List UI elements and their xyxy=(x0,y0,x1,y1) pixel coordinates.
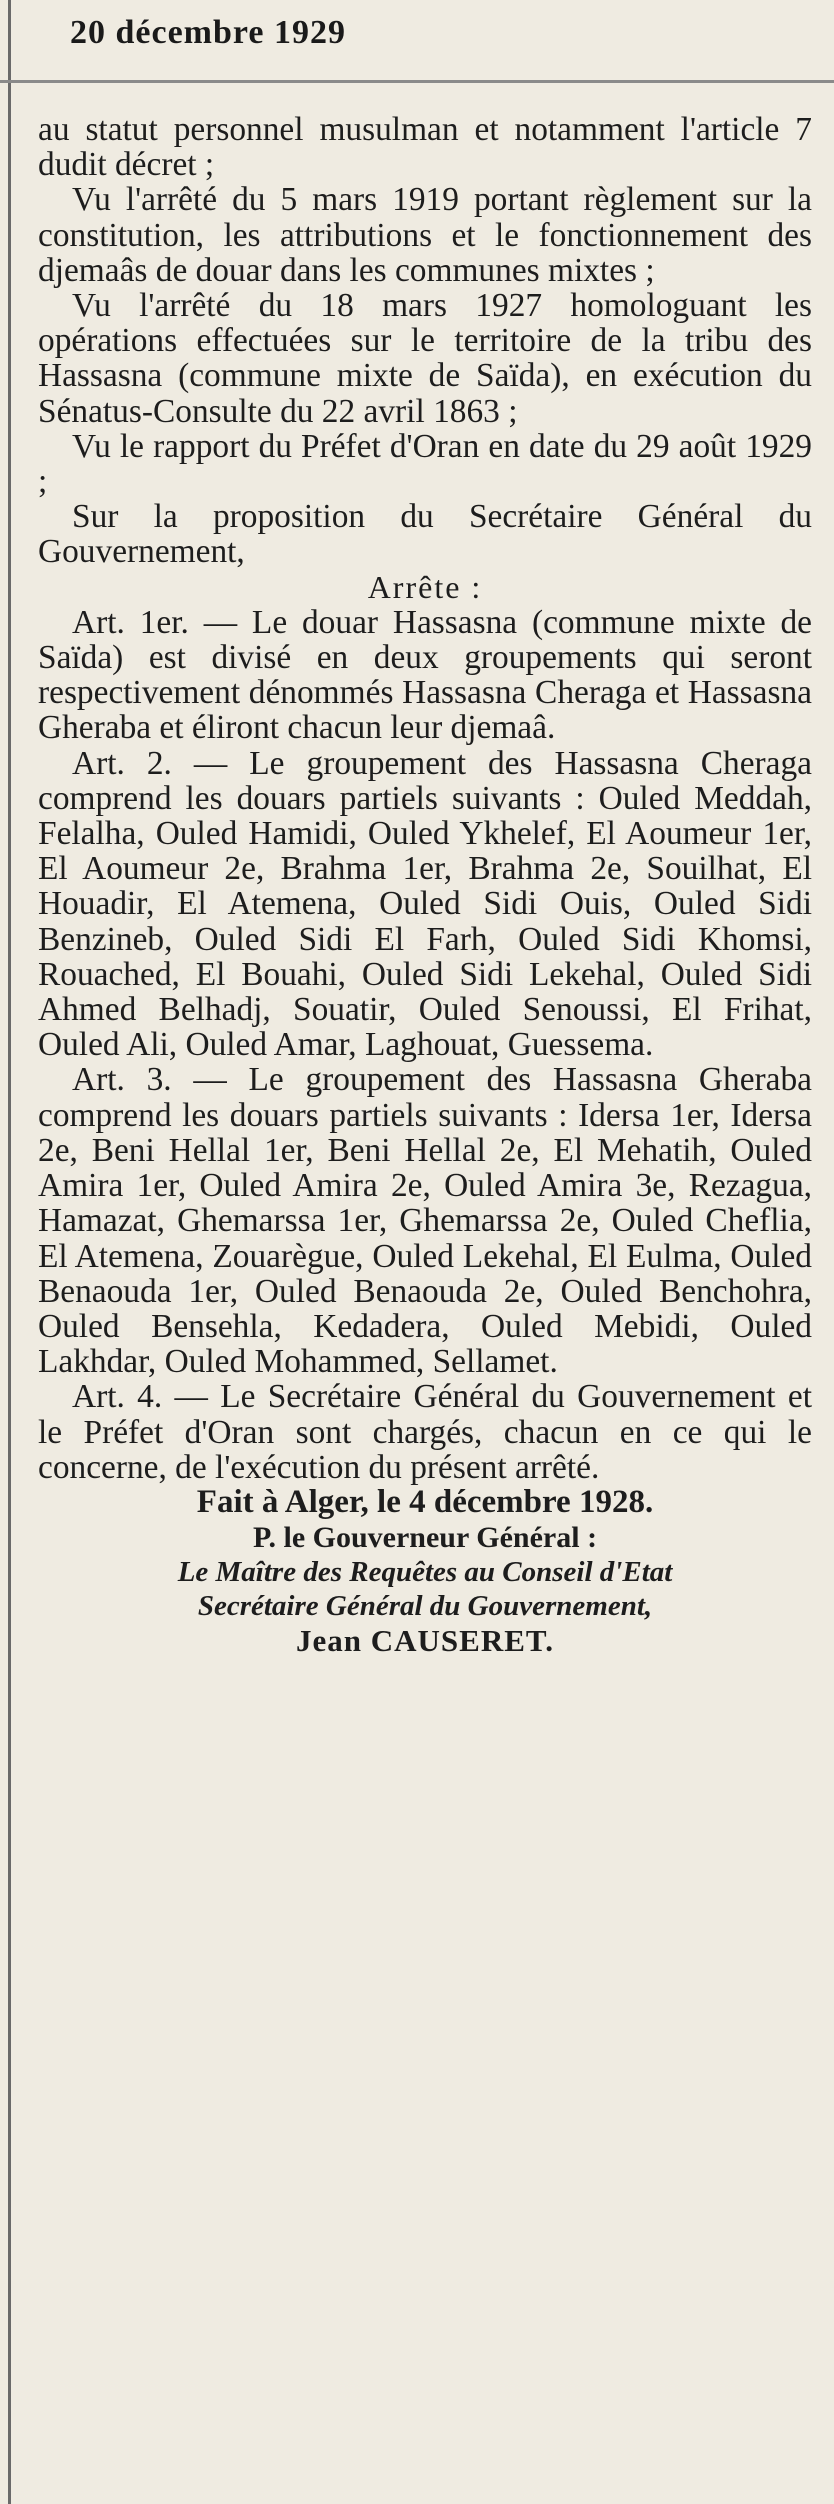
paragraph-vu-rapport: Vu le rapport du Préfet d'Oran en date du 29 août 1929 ; xyxy=(38,427,812,501)
signatory-title-2: Secrétaire Général du Gouvernement, xyxy=(197,1590,653,1623)
article-3: Art. 3. — Le groupement des Hassasna Gheraba comprend les douars partiels suivants : Idersa 1er, Idersa 2e, Beni Hellal 1er, Beni Hellal 2e, El Mehatih, Ouled Amira 1er, Ouled Amira 2e, Ouled Amira 3e, Rezagua, Hamazat, Ghemarssa 1er, Ghemarssa 2e, Ouled Cheflia, El Atemena, Zouarègue, Ouled Lekehal, El Eulma, Ouled Benaouda 1er, Ouled Benaouda 2e, Ouled Benchohra, Ouled Bensehla, Kedadera, Ouled Mebidi, Ouled Lakhdar, Ouled Mohammed, Sellamet. xyxy=(38,1061,812,1381)
paragraph-vu-1927: Vu l'arrêté du 18 mars 1927 homologuant les opérations effectuées sur le territoire de la tribu des Hassasna (commune mixte de Saïda), en exécution du Sénatus-Consulte du 22 avril 1863 ; xyxy=(38,287,812,430)
article-2: Art. 2. — Le groupement des Hassasna Cheraga comprend les douars partiels suivants : Ouled Meddah, Felalha, Ouled Hamidi, Ouled Ykhelef, El Aoumeur 1er, El Aoumeur 2e, Brahma 1er, Brahma 2e, Souilhat, El Houadir, El Atemena, Ouled Sidi Ouis, Ouled Sidi Benzineb, Ouled Sidi El Farh, Ouled Sidi Khomsi, Rouached, El Bouahi, Ouled Sidi Lekehal, Ouled Sidi Ahmed Belhadj, Souatir, Ouled Senoussi, El Frihat, Ouled Ali, Ouled Amar, Laghouat, Guessema. xyxy=(38,744,812,1064)
paragraph-proposition: Sur la proposition du Secrétaire Général du Gouvernement, xyxy=(38,498,812,571)
signatory-pour: P. le Gouverneur Général : xyxy=(252,1521,598,1555)
article-1: Art. 1er. — Le douar Hassasna (commune mixte de Saïda) est divisé en deux groupements qui seront respectivement dénommés Hassasna Cheraga et Hassasna Gheraba et éliront chacun leur djemaâ. xyxy=(38,603,812,747)
signatory-name: Jean CAUSERET. xyxy=(295,1623,555,1659)
paragraph-continuation: au statut personnel musulman et notamment l'article 7 dudit décret ; xyxy=(38,111,812,184)
arrete-heading: Arrête : xyxy=(367,568,483,605)
place-and-date: Fait à Alger, le 4 décembre 1928. xyxy=(196,1483,654,1520)
article-4: Art. 4. — Le Secrétaire Général du Gouvernement et le Préfet d'Oran sont chargés, chacun en ce qui le concerne, de l'exécution du présent arrêté. xyxy=(38,1378,812,1486)
signatory-title-1: Le Maître des Requêtes au Conseil d'Etat xyxy=(177,1556,673,1589)
header-divider xyxy=(0,80,834,83)
paragraph-vu-1919: Vu l'arrêté du 5 mars 1919 portant règlement sur la constitution, les attributions et le fonctionnement des djemaâs de douar dans les communes mixtes ; xyxy=(38,181,812,289)
left-margin-rule xyxy=(8,0,11,2504)
page-header-date: 20 décembre 1929 xyxy=(70,14,346,51)
document-body xyxy=(38,112,812,1659)
